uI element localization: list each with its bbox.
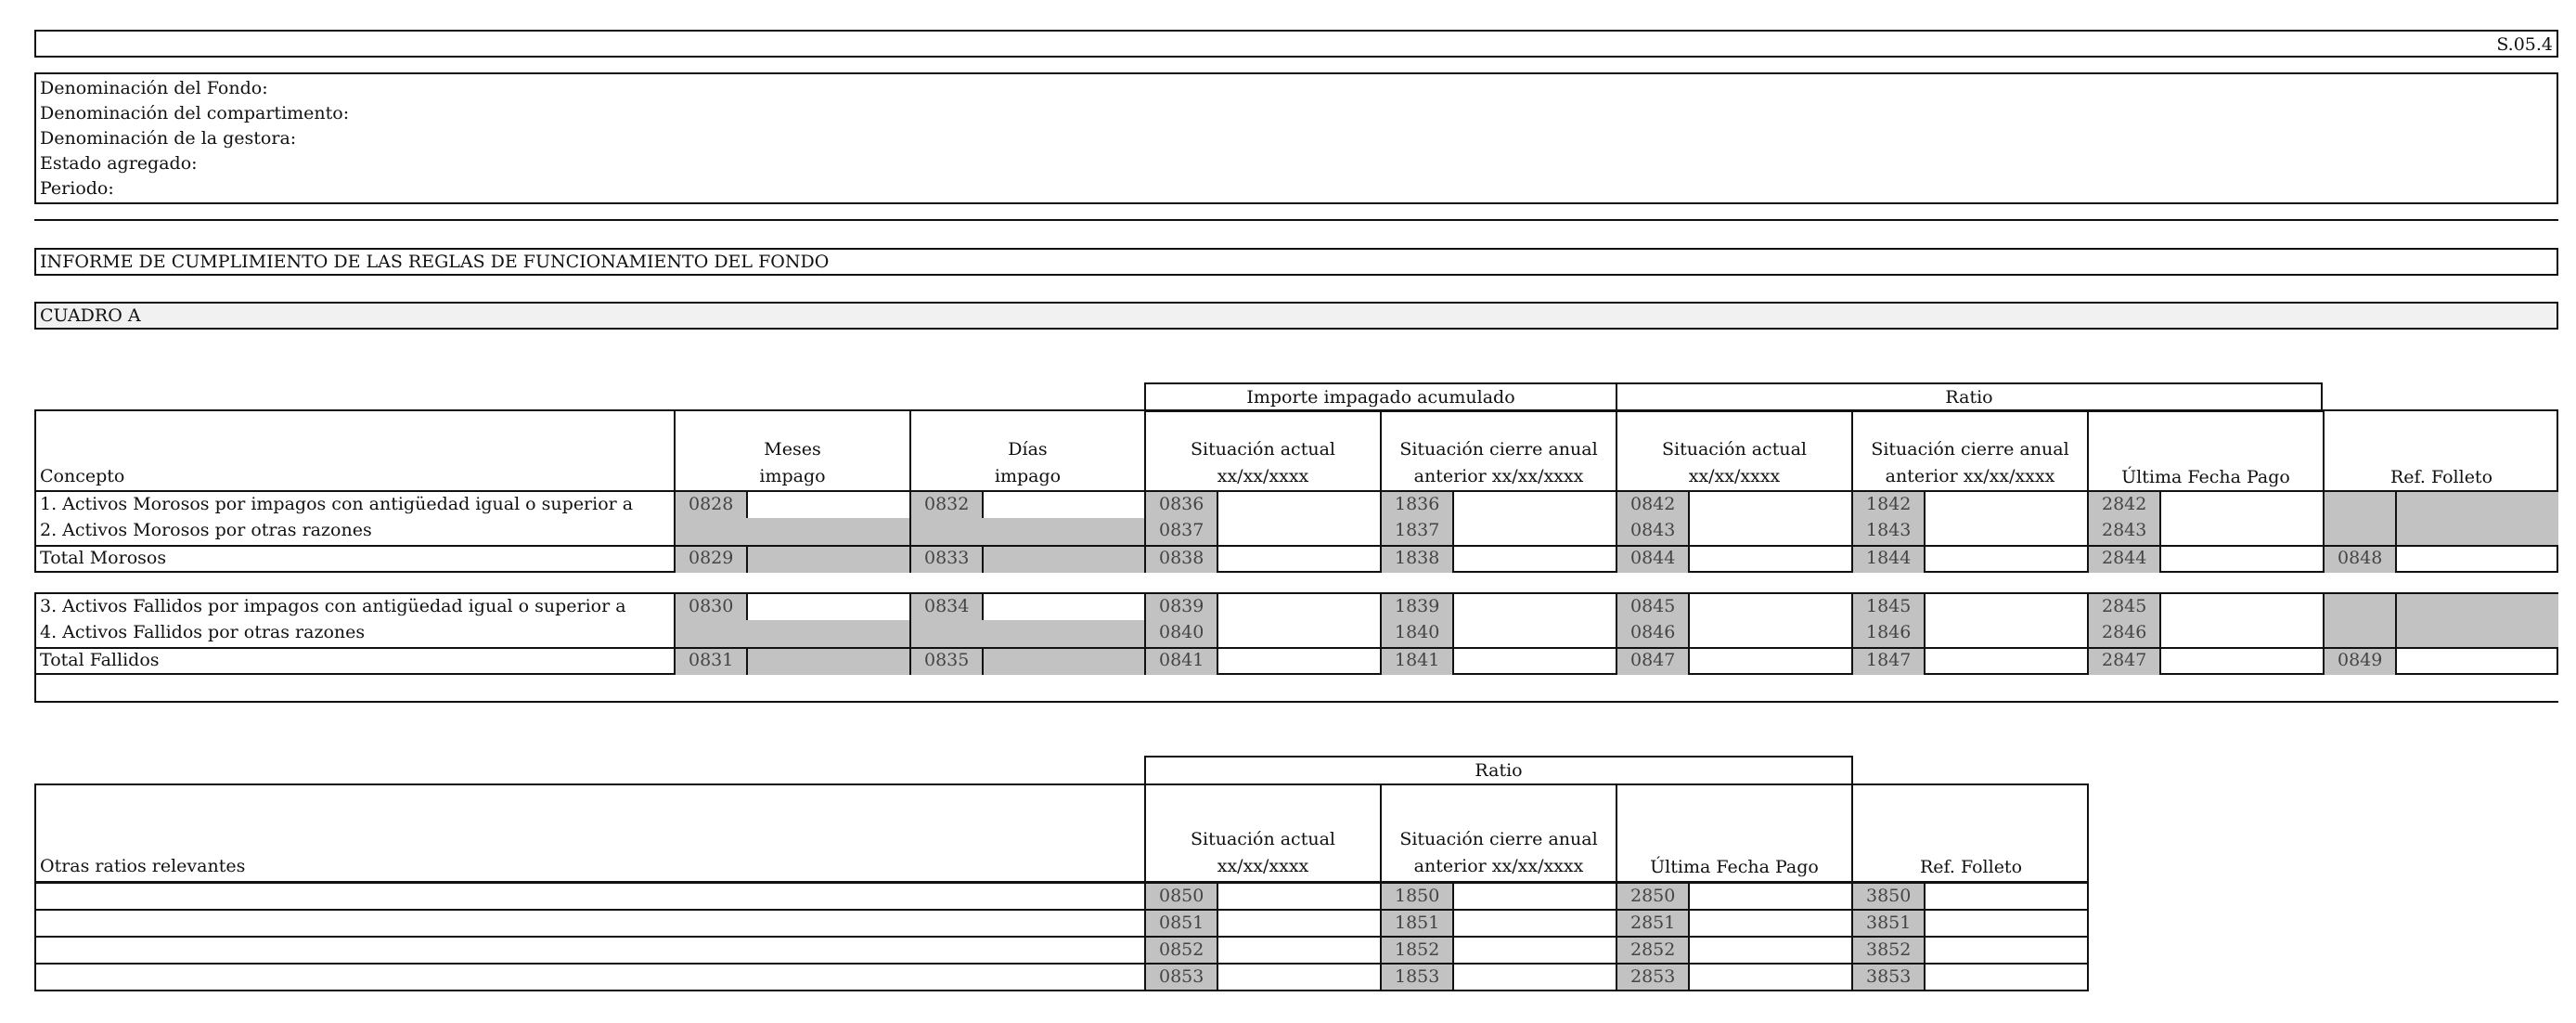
field-code bbox=[2325, 594, 2397, 621]
value-input[interactable] bbox=[1218, 911, 1380, 936]
column-divider bbox=[1144, 648, 1146, 675]
form-code-bar bbox=[34, 30, 2558, 58]
report-title-bar bbox=[34, 248, 2558, 276]
value-input[interactable] bbox=[1218, 594, 1380, 621]
column-divider bbox=[674, 518, 676, 545]
value-input[interactable] bbox=[1690, 546, 1851, 573]
field-code: 2846 bbox=[2089, 620, 2161, 647]
field-code: 0832 bbox=[911, 492, 984, 519]
column-divider bbox=[1851, 963, 1853, 991]
field-code: 0852 bbox=[1146, 938, 1218, 963]
column-divider bbox=[674, 546, 676, 573]
column-divider bbox=[1380, 620, 1382, 647]
column-divider bbox=[1144, 909, 1146, 938]
row-label: 3. Activos Fallidos por impagos con antigüedad igual o superior a bbox=[40, 596, 626, 616]
field-code: 0830 bbox=[676, 594, 748, 621]
field-code: 2853 bbox=[1617, 965, 1690, 990]
value-input[interactable] bbox=[2397, 648, 2558, 675]
value-input[interactable] bbox=[1218, 546, 1380, 573]
field-code: 3852 bbox=[1853, 938, 1926, 963]
field-code: 1850 bbox=[1382, 884, 1454, 909]
column-divider bbox=[909, 648, 911, 675]
column-divider bbox=[2087, 492, 2089, 519]
value-input[interactable] bbox=[2397, 594, 2558, 621]
value-input[interactable] bbox=[1690, 965, 1851, 990]
value-input[interactable] bbox=[1218, 620, 1380, 647]
field-code: 2845 bbox=[2089, 594, 2161, 621]
value-input[interactable] bbox=[1454, 620, 1616, 647]
column-divider bbox=[1851, 936, 1853, 965]
column-divider bbox=[2323, 492, 2325, 519]
header-importe-cierre: Situación cierre anual anterior xx/xx/xxxx bbox=[1399, 439, 1598, 486]
value-input[interactable] bbox=[984, 546, 1144, 573]
column-divider bbox=[1851, 648, 1853, 675]
field-code: 0828 bbox=[676, 492, 748, 519]
field-code: 0849 bbox=[2325, 648, 2397, 675]
field-code: 2850 bbox=[1617, 884, 1690, 909]
column-divider bbox=[1616, 546, 1617, 573]
column-divider bbox=[1380, 492, 1382, 519]
field-code: 0845 bbox=[1617, 594, 1690, 621]
column-divider bbox=[1380, 518, 1382, 545]
value-input[interactable] bbox=[984, 594, 1144, 621]
field-code: 0850 bbox=[1146, 884, 1218, 909]
value-input[interactable] bbox=[2161, 492, 2323, 519]
column-divider bbox=[2323, 648, 2325, 675]
field-code: 1841 bbox=[1382, 648, 1454, 675]
field-code: 0836 bbox=[1146, 492, 1218, 519]
column-divider bbox=[2323, 620, 2325, 647]
column-divider bbox=[2087, 648, 2089, 675]
value-input[interactable] bbox=[2161, 518, 2323, 545]
value-input[interactable] bbox=[1454, 518, 1616, 545]
field-code bbox=[2325, 518, 2397, 545]
value-input[interactable] bbox=[1454, 594, 1616, 621]
field-code: 1839 bbox=[1382, 594, 1454, 621]
row-label: 2. Activos Morosos por otras razones bbox=[40, 520, 372, 540]
compartment-name-label: Denominación del compartimento: bbox=[40, 103, 350, 123]
header-meses: Meses impago bbox=[759, 439, 826, 486]
column-divider bbox=[1851, 546, 1853, 573]
field-code: 2842 bbox=[2089, 492, 2161, 519]
column-divider bbox=[1851, 492, 1853, 519]
separator-line bbox=[34, 219, 2558, 221]
column-divider bbox=[1851, 882, 1853, 911]
value-input[interactable] bbox=[1454, 492, 1616, 519]
field-code: 0831 bbox=[676, 648, 748, 675]
field-code bbox=[911, 620, 984, 647]
header-ultima-fecha: Última Fecha Pago bbox=[2121, 467, 2290, 487]
column-divider bbox=[1380, 936, 1382, 965]
value-input[interactable] bbox=[2397, 492, 2558, 519]
value-input[interactable] bbox=[984, 648, 1144, 675]
value-input[interactable] bbox=[2161, 594, 2323, 621]
value-input[interactable] bbox=[1926, 648, 2087, 675]
field-code: 1845 bbox=[1853, 594, 1926, 621]
column-divider bbox=[909, 620, 911, 647]
field-code: 0834 bbox=[911, 594, 984, 621]
aggregate-state-label: Estado agregado: bbox=[40, 153, 198, 174]
column-divider bbox=[1616, 648, 1617, 675]
field-code: 1840 bbox=[1382, 620, 1454, 647]
column-divider bbox=[1616, 594, 1617, 621]
header-ratio-cierre: Situación cierre anual anterior xx/xx/xxxx bbox=[1871, 439, 2069, 486]
column-divider bbox=[909, 492, 911, 519]
cuadro-a-title: CUADRO A bbox=[40, 305, 141, 326]
column-divider bbox=[2087, 518, 2089, 545]
value-input[interactable] bbox=[1454, 965, 1616, 990]
row-label: Total Morosos bbox=[40, 548, 167, 568]
field-code: 0835 bbox=[911, 648, 984, 675]
column-divider bbox=[1380, 882, 1382, 911]
column-divider bbox=[1144, 594, 1146, 621]
value-input[interactable] bbox=[1454, 546, 1616, 573]
group-header-importe: Importe impagado acumulado bbox=[1144, 382, 1617, 412]
value-input[interactable] bbox=[1218, 518, 1380, 545]
value-input[interactable] bbox=[1218, 938, 1380, 963]
value-input[interactable] bbox=[2397, 620, 2558, 647]
field-code: 0841 bbox=[1146, 648, 1218, 675]
column-divider bbox=[1380, 909, 1382, 938]
field-code: 0851 bbox=[1146, 911, 1218, 936]
value-input[interactable] bbox=[748, 594, 909, 621]
column-divider bbox=[2087, 546, 2089, 573]
field-code: 3850 bbox=[1853, 884, 1926, 909]
value-input[interactable] bbox=[748, 518, 909, 545]
column-divider bbox=[1380, 648, 1382, 675]
value-input[interactable] bbox=[1454, 938, 1616, 963]
column-divider bbox=[1380, 963, 1382, 991]
value-input[interactable] bbox=[1926, 492, 2087, 519]
field-code: 2847 bbox=[2089, 648, 2161, 675]
column-divider bbox=[909, 594, 911, 621]
column-divider bbox=[1616, 963, 1617, 991]
field-code: 2843 bbox=[2089, 518, 2161, 545]
field-code: 1843 bbox=[1853, 518, 1926, 545]
field-code: 1836 bbox=[1382, 492, 1454, 519]
value-input[interactable] bbox=[2397, 518, 2558, 545]
field-code: 0838 bbox=[1146, 546, 1218, 573]
field-code: 0853 bbox=[1146, 965, 1218, 990]
value-input[interactable] bbox=[984, 518, 1144, 545]
column-divider bbox=[1144, 882, 1146, 911]
column-divider bbox=[1144, 546, 1146, 573]
value-input[interactable] bbox=[2397, 546, 2558, 573]
field-code: 0840 bbox=[1146, 620, 1218, 647]
manager-name-label: Denominación de la gestora: bbox=[40, 128, 297, 149]
value-input[interactable] bbox=[748, 648, 909, 675]
field-code: 1837 bbox=[1382, 518, 1454, 545]
field-code: 1842 bbox=[1853, 492, 1926, 519]
column-divider bbox=[674, 620, 676, 647]
table-a-footer-row bbox=[34, 673, 2558, 703]
field-code: 2851 bbox=[1617, 911, 1690, 936]
column-divider bbox=[674, 648, 676, 675]
value-input[interactable] bbox=[748, 546, 909, 573]
value-input[interactable] bbox=[2161, 620, 2323, 647]
field-code: 0847 bbox=[1617, 648, 1690, 675]
column-divider bbox=[1851, 518, 1853, 545]
value-input[interactable] bbox=[1690, 938, 1851, 963]
table-b-header-concepto: Otras ratios relevantes bbox=[40, 856, 246, 876]
column-divider bbox=[1851, 909, 1853, 938]
table-b-header-ref-folleto: Ref. Folleto bbox=[1919, 857, 2023, 877]
value-input[interactable] bbox=[1926, 518, 2087, 545]
field-code: 0846 bbox=[1617, 620, 1690, 647]
column-divider bbox=[1616, 936, 1617, 965]
header-ref-folleto: Ref. Folleto bbox=[2389, 467, 2493, 487]
column-divider bbox=[674, 492, 676, 519]
field-code: 0829 bbox=[676, 546, 748, 573]
value-input[interactable] bbox=[2161, 648, 2323, 675]
column-divider bbox=[2087, 594, 2089, 621]
value-input[interactable] bbox=[1690, 518, 1851, 545]
value-input[interactable] bbox=[748, 492, 909, 519]
field-code bbox=[911, 518, 984, 545]
field-code: 1838 bbox=[1382, 546, 1454, 573]
field-code: 1852 bbox=[1382, 938, 1454, 963]
table-b-header-cierre: Situación cierre anual anterior xx/xx/xxxx bbox=[1399, 829, 1598, 876]
value-input[interactable] bbox=[1690, 620, 1851, 647]
field-code: 1844 bbox=[1853, 546, 1926, 573]
fund-identity-block bbox=[34, 72, 2558, 204]
column-divider bbox=[1144, 936, 1146, 965]
column-divider bbox=[674, 594, 676, 621]
row-label: 1. Activos Morosos por impagos con antigüedad igual o superior a bbox=[40, 494, 634, 514]
column-divider bbox=[1616, 492, 1617, 519]
column-divider bbox=[1616, 620, 1617, 647]
column-divider bbox=[1144, 518, 1146, 545]
field-code bbox=[2325, 492, 2397, 519]
column-divider bbox=[909, 518, 911, 545]
group-header-ratio: Ratio bbox=[1616, 382, 2323, 412]
fund-name-label: Denominación del Fondo: bbox=[40, 78, 268, 98]
value-input[interactable] bbox=[1926, 938, 2089, 963]
period-label: Periodo: bbox=[40, 178, 114, 199]
total-divider bbox=[34, 545, 2558, 547]
column-divider bbox=[2323, 594, 2325, 621]
column-divider bbox=[2323, 546, 2325, 573]
column-divider bbox=[1144, 620, 1146, 647]
header-concepto: Concepto bbox=[40, 466, 125, 486]
column-divider bbox=[2087, 620, 2089, 647]
cuadro-a-bar bbox=[34, 302, 2558, 330]
table-b-header-ultima-fecha: Última Fecha Pago bbox=[1650, 857, 1819, 877]
column-divider bbox=[1616, 882, 1617, 911]
column-divider bbox=[1380, 546, 1382, 573]
value-input[interactable] bbox=[1926, 884, 2089, 909]
value-input[interactable] bbox=[1926, 620, 2087, 647]
value-input[interactable] bbox=[1926, 594, 2087, 621]
field-code: 1846 bbox=[1853, 620, 1926, 647]
field-code: 0842 bbox=[1617, 492, 1690, 519]
column-divider bbox=[1616, 909, 1617, 938]
column-divider bbox=[1851, 594, 1853, 621]
field-code: 2852 bbox=[1617, 938, 1690, 963]
field-code: 0837 bbox=[1146, 518, 1218, 545]
value-input[interactable] bbox=[1218, 492, 1380, 519]
column-divider bbox=[2323, 518, 2325, 545]
value-input[interactable] bbox=[1690, 911, 1851, 936]
value-input[interactable] bbox=[1690, 648, 1851, 675]
value-input[interactable] bbox=[984, 492, 1144, 519]
field-code: 3851 bbox=[1853, 911, 1926, 936]
field-code: 1853 bbox=[1382, 965, 1454, 990]
row-label: 4. Activos Fallidos por otras razones bbox=[40, 622, 366, 642]
header-dias: Días impago bbox=[994, 439, 1062, 486]
value-input[interactable] bbox=[2161, 546, 2323, 573]
value-input[interactable] bbox=[1454, 648, 1616, 675]
table-b-header-actual: Situación actual xx/xx/xxxx bbox=[1191, 829, 1335, 876]
value-input[interactable] bbox=[1218, 965, 1380, 990]
column-divider bbox=[1851, 620, 1853, 647]
value-input[interactable] bbox=[1218, 884, 1380, 909]
field-code bbox=[676, 620, 748, 647]
row-label: Total Fallidos bbox=[40, 650, 160, 670]
header-importe-actual: Situación actual xx/xx/xxxx bbox=[1191, 439, 1335, 486]
field-code: 2844 bbox=[2089, 546, 2161, 573]
column-divider bbox=[909, 546, 911, 573]
field-code bbox=[676, 518, 748, 545]
value-input[interactable] bbox=[1218, 648, 1380, 675]
field-code: 0839 bbox=[1146, 594, 1218, 621]
value-input[interactable] bbox=[1690, 594, 1851, 621]
column-divider bbox=[1144, 492, 1146, 519]
total-divider bbox=[34, 647, 2558, 649]
field-code: 1851 bbox=[1382, 911, 1454, 936]
value-input[interactable] bbox=[984, 620, 1144, 647]
field-code: 0848 bbox=[2325, 546, 2397, 573]
table-b-group-ratio: Ratio bbox=[1144, 756, 1853, 785]
column-divider bbox=[1380, 594, 1382, 621]
value-input[interactable] bbox=[1454, 911, 1616, 936]
field-code bbox=[2325, 620, 2397, 647]
value-input[interactable] bbox=[1454, 884, 1616, 909]
field-code: 0833 bbox=[911, 546, 984, 573]
value-input[interactable] bbox=[1690, 884, 1851, 909]
field-code: 0843 bbox=[1617, 518, 1690, 545]
field-code: 1847 bbox=[1853, 648, 1926, 675]
value-input[interactable] bbox=[1926, 546, 2087, 573]
column-divider bbox=[1616, 518, 1617, 545]
value-input[interactable] bbox=[748, 620, 909, 647]
field-code: 3853 bbox=[1853, 965, 1926, 990]
header-ratio-actual: Situación actual xx/xx/xxxx bbox=[1662, 439, 1807, 486]
report-title: INFORME DE CUMPLIMIENTO DE LAS REGLAS DE FUNCIONAMIENTO DEL FONDO bbox=[40, 252, 830, 272]
field-code: 0844 bbox=[1617, 546, 1690, 573]
form-code: S.05.4 bbox=[2496, 34, 2553, 55]
value-input[interactable] bbox=[1926, 965, 2089, 990]
value-input[interactable] bbox=[1926, 911, 2089, 936]
column-divider bbox=[1144, 963, 1146, 991]
value-input[interactable] bbox=[1690, 492, 1851, 519]
